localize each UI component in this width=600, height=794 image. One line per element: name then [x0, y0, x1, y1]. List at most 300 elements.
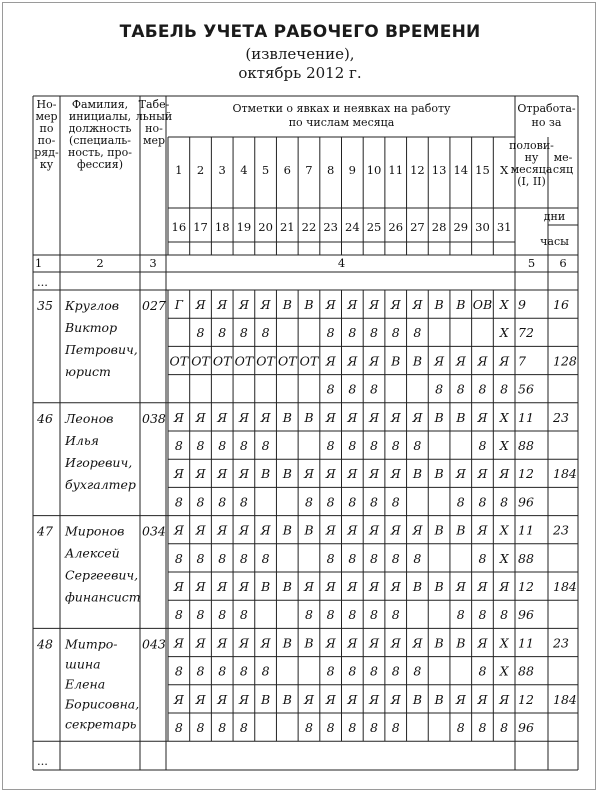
document-title: ТАБЕЛЬ УЧЕТА РАБОЧЕГО ВРЕМЕНИ: [119, 22, 481, 42]
attendance-mark: Я: [412, 635, 423, 651]
attendance-mark: Я: [455, 466, 466, 482]
employee-name-line: Виктор: [65, 320, 118, 335]
attendance-mark: Я: [347, 409, 358, 425]
attendance-mark: В: [434, 522, 444, 538]
attendance-mark: 8: [174, 607, 183, 623]
half-month-value: 7: [518, 353, 526, 369]
attendance-mark: Я: [238, 297, 249, 312]
attendance-mark: Я: [390, 466, 401, 482]
attendance-mark: Я: [325, 635, 336, 651]
attendance-mark: Я: [195, 297, 206, 312]
attendance-mark: Я: [325, 579, 336, 594]
header-month-label: сяц: [552, 163, 574, 176]
attendance-mark: В: [456, 522, 466, 538]
employee-number: 47: [37, 523, 53, 539]
attendance-mark: 8: [478, 607, 487, 623]
month-value: 23: [553, 522, 569, 538]
attendance-mark: 8: [218, 550, 227, 566]
header-number-label: по: [39, 122, 54, 135]
employee-name-line: Петрович,: [65, 342, 138, 357]
half-month-value: 96: [518, 720, 534, 735]
attendance-mark: Я: [390, 691, 401, 707]
attendance-mark: Х: [499, 635, 509, 651]
attendance-mark: Я: [347, 579, 358, 594]
header-half-month-label: месяца: [510, 163, 553, 176]
day-number: 1: [175, 163, 183, 177]
attendance-mark: Я: [238, 466, 249, 482]
half-month-value: 56: [518, 381, 534, 397]
attendance-mark: ОТ: [299, 353, 319, 369]
attendance-mark: 8: [413, 325, 422, 341]
day-number: 13: [431, 163, 447, 177]
attendance-mark: 8: [239, 438, 248, 453]
attendance-mark: 8: [391, 550, 400, 566]
attendance-mark: Я: [195, 691, 206, 707]
employee-name-line: шина: [65, 656, 101, 672]
attendance-mark: В: [261, 691, 271, 707]
document-period: октябрь 2012 г.: [238, 64, 362, 82]
attendance-mark: В: [434, 466, 444, 482]
day-number: 2: [196, 163, 205, 177]
attendance-mark: Х: [499, 325, 509, 341]
attendance-mark: В: [456, 635, 466, 651]
attendance-mark: Я: [499, 579, 510, 594]
attendance-mark: 8: [174, 663, 183, 679]
attendance-mark: 8: [348, 381, 357, 397]
attendance-mark: В: [412, 691, 422, 707]
half-month-value: 11: [518, 409, 534, 425]
attendance-mark: 8: [174, 494, 183, 510]
header-days-label: дни: [543, 210, 566, 223]
attendance-mark: 8: [370, 663, 379, 679]
attendance-mark: 8: [391, 494, 400, 510]
day-number: 15: [475, 163, 490, 177]
attendance-mark: ОВ: [472, 297, 493, 312]
attendance-mark: Я: [217, 297, 228, 312]
attendance-mark: Я: [217, 635, 228, 651]
attendance-mark: 8: [370, 325, 379, 341]
attendance-mark: 8: [326, 663, 335, 679]
attendance-mark: 8: [456, 720, 465, 735]
day-number: 23: [323, 220, 338, 234]
attendance-mark: В: [282, 409, 292, 425]
attendance-mark: 8: [500, 607, 509, 623]
attendance-mark: Я: [195, 466, 206, 482]
column-number: 5: [527, 256, 536, 270]
attendance-mark: 8: [218, 720, 227, 735]
header-worked-label: Отработа-: [517, 102, 576, 115]
attendance-mark: Я: [455, 353, 466, 369]
month-value: 23: [553, 409, 569, 425]
header-tab-label: льный: [135, 110, 173, 123]
half-month-value: 88: [518, 663, 534, 679]
attendance-mark: В: [282, 522, 292, 538]
attendance-mark: 8: [391, 720, 400, 735]
header-tab-label: но-: [145, 122, 163, 135]
attendance-mark: ОТ: [169, 353, 189, 369]
attendance-mark: Я: [217, 466, 228, 482]
day-number: 27: [410, 220, 425, 234]
attendance-mark: 8: [413, 550, 422, 566]
attendance-mark: Я: [173, 409, 184, 425]
attendance-mark: 8: [239, 325, 248, 341]
attendance-mark: 8: [348, 438, 357, 453]
attendance-mark: В: [434, 691, 444, 707]
attendance-mark: Я: [260, 409, 271, 425]
attendance-mark: Я: [238, 691, 249, 707]
employee-tab-number: 027: [142, 298, 166, 313]
attendance-mark: В: [304, 635, 314, 651]
half-month-value: 9: [518, 297, 526, 312]
attendance-mark: В: [304, 297, 314, 312]
attendance-mark: Я: [368, 635, 380, 651]
half-month-value: 88: [518, 550, 534, 566]
attendance-mark: 8: [326, 607, 335, 623]
attendance-mark: Я: [390, 522, 401, 538]
attendance-mark: Я: [499, 691, 510, 707]
attendance-mark: 8: [326, 494, 335, 510]
attendance-mark: Я: [325, 466, 336, 482]
header-half-month-label: (I, II): [517, 175, 546, 188]
column-number: 6: [559, 256, 567, 270]
attendance-mark: В: [304, 409, 314, 425]
attendance-mark: 8: [391, 438, 400, 453]
header-tab-label: Табе-: [138, 98, 170, 111]
attendance-mark: Я: [325, 297, 336, 312]
attendance-mark: 8: [218, 325, 227, 341]
attendance-mark: 8: [196, 550, 205, 566]
attendance-mark: 8: [435, 381, 444, 397]
employee-name-line: бухгалтер: [65, 476, 136, 492]
day-number: 29: [453, 220, 469, 234]
attendance-mark: В: [434, 579, 444, 594]
attendance-mark: 8: [370, 494, 379, 510]
half-month-value: 11: [518, 522, 534, 538]
day-number: 11: [388, 163, 404, 177]
half-month-value: 72: [518, 325, 534, 341]
employee-name-line: Игоревич,: [65, 454, 133, 470]
attendance-mark: Я: [347, 297, 358, 312]
attendance-mark: 8: [326, 550, 335, 566]
attendance-mark: 8: [196, 325, 205, 341]
attendance-mark: Я: [347, 635, 358, 651]
header-name-label: (специаль-: [69, 134, 131, 147]
attendance-mark: В: [412, 466, 422, 482]
attendance-mark: Я: [477, 409, 488, 425]
attendance-mark: Я: [368, 522, 380, 538]
attendance-mark: Я: [368, 297, 380, 312]
employee-name-line: Сергеевич,: [65, 567, 139, 583]
attendance-mark: 8: [196, 438, 205, 453]
attendance-mark: 8: [500, 381, 509, 397]
header-name-label: инициалы,: [68, 110, 132, 123]
header-half-month-label: ну: [524, 151, 539, 164]
attendance-mark: 8: [239, 550, 248, 566]
attendance-mark: 8: [478, 494, 487, 510]
day-number: 20: [258, 220, 273, 234]
attendance-mark: 8: [261, 663, 270, 679]
attendance-mark: 8: [478, 720, 487, 735]
day-number: 7: [305, 163, 313, 177]
attendance-mark: Я: [434, 353, 445, 369]
attendance-mark: Я: [390, 409, 401, 425]
half-month-value: 88: [518, 438, 534, 453]
attendance-mark: В: [434, 409, 444, 425]
employee-name-line: финансист: [65, 589, 141, 605]
attendance-mark: Я: [303, 466, 315, 482]
employee-name-line: Борисовна,: [65, 696, 140, 712]
attendance-mark: Я: [390, 579, 401, 594]
attendance-mark: 8: [456, 607, 465, 623]
attendance-mark: Х: [499, 297, 509, 312]
attendance-mark: Я: [477, 635, 488, 651]
header-number-label: Но-: [36, 98, 57, 111]
day-number: 17: [193, 220, 208, 234]
attendance-mark: Я: [173, 635, 184, 651]
attendance-mark: Я: [347, 466, 358, 482]
attendance-mark: Я: [173, 691, 184, 707]
attendance-mark: Я: [195, 579, 206, 594]
attendance-mark: 8: [239, 663, 248, 679]
employee-name-line: Митро-: [65, 636, 118, 652]
employee-name-line: Леонов: [65, 410, 114, 426]
attendance-mark: 8: [500, 720, 509, 735]
attendance-mark: Я: [195, 409, 206, 425]
attendance-mark: В: [434, 297, 444, 312]
half-month-value: 11: [518, 635, 534, 651]
month-value: 184: [553, 691, 577, 707]
header-month-label: ме-: [553, 151, 573, 164]
attendance-mark: 8: [478, 381, 487, 397]
attendance-mark: 8: [304, 494, 313, 510]
attendance-mark: Я: [260, 635, 271, 651]
column-number: 4: [337, 256, 346, 270]
attendance-mark: Я: [347, 522, 358, 538]
employee-name-line: секретарь: [65, 716, 137, 732]
attendance-mark: Я: [217, 522, 228, 538]
attendance-mark: 8: [196, 607, 205, 623]
attendance-mark: Я: [238, 409, 249, 425]
attendance-mark: 8: [348, 663, 357, 679]
header-tab-label: мер: [142, 134, 166, 147]
attendance-mark: Я: [368, 466, 380, 482]
attendance-mark: 8: [174, 438, 183, 453]
day-number: 9: [348, 163, 357, 177]
attendance-mark: Х: [499, 438, 509, 453]
attendance-mark: 8: [478, 550, 487, 566]
header-name-label: должность: [68, 122, 132, 135]
attendance-mark: 8: [261, 550, 270, 566]
attendance-mark: Я: [455, 579, 466, 594]
attendance-mark: Я: [303, 579, 315, 594]
day-number: 28: [431, 220, 447, 234]
ellipsis-row: ...: [37, 754, 48, 768]
employee-number: 46: [37, 410, 53, 426]
day-number: 31: [496, 220, 512, 234]
attendance-mark: В: [391, 353, 401, 369]
attendance-mark: ОТ: [191, 353, 210, 369]
attendance-mark: 8: [370, 607, 379, 623]
attendance-mark: 8: [196, 494, 205, 510]
day-number: 6: [283, 163, 291, 177]
attendance-mark: Я: [347, 353, 358, 369]
employee-tab-number: 043: [142, 636, 166, 652]
attendance-mark: 8: [348, 325, 357, 341]
attendance-mark: 8: [304, 720, 313, 735]
attendance-mark: В: [282, 579, 292, 594]
attendance-mark: 8: [326, 381, 335, 397]
attendance-mark: В: [434, 635, 444, 651]
attendance-mark: Я: [477, 353, 488, 369]
header-number-label: мер: [35, 110, 58, 123]
attendance-mark: ОТ: [234, 353, 254, 369]
column-number: 1: [34, 256, 43, 270]
employee-name-line: Миронов: [65, 523, 125, 539]
attendance-mark: В: [304, 522, 314, 538]
attendance-mark: 8: [261, 438, 270, 453]
day-number: 16: [171, 220, 187, 234]
attendance-mark: Г: [174, 297, 183, 312]
attendance-mark: Я: [325, 353, 336, 369]
header-marks-label: Отметки о явках и неявках на работу: [232, 102, 451, 115]
employee-number: 35: [37, 298, 53, 313]
attendance-mark: Я: [477, 466, 488, 482]
attendance-mark: 8: [218, 494, 227, 510]
attendance-mark: Х: [499, 550, 509, 566]
attendance-mark: Я: [325, 522, 336, 538]
half-month-value: 12: [518, 466, 534, 482]
employee-name-line: Алексей: [65, 545, 120, 561]
header-name-label: Фамилия,: [71, 98, 129, 111]
employee-tab-number: 038: [142, 410, 166, 426]
attendance-mark: 8: [370, 550, 379, 566]
half-month-value: 12: [518, 691, 534, 707]
day-number: 21: [279, 220, 295, 234]
column-number: 3: [149, 256, 157, 270]
employee-name-line: Елена: [65, 676, 106, 692]
attendance-mark: Я: [347, 691, 358, 707]
employee-name-line: юрист: [65, 364, 111, 379]
header-hours-label: часы: [540, 235, 569, 248]
attendance-mark: Я: [455, 691, 466, 707]
attendance-mark: 8: [478, 438, 487, 453]
attendance-mark: Я: [477, 579, 488, 594]
attendance-mark: Я: [217, 409, 228, 425]
attendance-mark: Я: [499, 353, 510, 369]
day-number: 12: [410, 163, 425, 177]
attendance-mark: 8: [348, 720, 357, 735]
month-value: 184: [553, 579, 577, 594]
header-number-label: ряд-: [34, 146, 59, 159]
attendance-mark: 8: [196, 720, 205, 735]
attendance-mark: Я: [195, 635, 206, 651]
attendance-mark: 8: [413, 438, 422, 453]
header-number-label: по-: [37, 134, 56, 147]
month-value: 184: [553, 466, 577, 482]
attendance-mark: В: [261, 579, 271, 594]
attendance-mark: Я: [238, 522, 249, 538]
month-value: 16: [553, 297, 569, 312]
attendance-mark: 8: [370, 720, 379, 735]
attendance-mark: Я: [325, 691, 336, 707]
employee-name-line: Круглов: [65, 298, 120, 313]
attendance-mark: 8: [304, 607, 313, 623]
attendance-mark: 8: [391, 663, 400, 679]
column-number: 2: [96, 256, 104, 270]
attendance-mark: В: [456, 409, 466, 425]
attendance-mark: 8: [218, 438, 227, 453]
day-number: 5: [261, 163, 270, 177]
day-number: X: [500, 163, 509, 177]
month-value: 128: [553, 353, 577, 369]
attendance-mark: Я: [412, 522, 423, 538]
day-number: 30: [475, 220, 490, 234]
attendance-mark: 8: [239, 494, 248, 510]
attendance-mark: В: [282, 635, 292, 651]
attendance-mark: Я: [195, 522, 206, 538]
half-month-value: 96: [518, 607, 534, 623]
attendance-mark: 8: [500, 494, 509, 510]
attendance-mark: ОТ: [256, 353, 275, 369]
attendance-mark: 8: [348, 550, 357, 566]
attendance-mark: Я: [477, 691, 488, 707]
attendance-mark: В: [282, 691, 292, 707]
attendance-mark: Я: [238, 635, 249, 651]
document-subtitle: (извлечение),: [245, 45, 355, 63]
attendance-mark: Я: [390, 635, 401, 651]
attendance-mark: Я: [368, 691, 380, 707]
header-name-label: фессия): [76, 158, 124, 171]
attendance-mark: 8: [326, 720, 335, 735]
attendance-mark: 8: [326, 325, 335, 341]
header-worked-label: но за: [531, 116, 562, 129]
attendance-mark: Х: [499, 522, 509, 538]
day-number: 22: [301, 220, 317, 234]
attendance-mark: Я: [173, 522, 184, 538]
attendance-mark: Я: [368, 353, 380, 369]
header-name-label: ность, про-: [68, 146, 132, 159]
attendance-mark: 8: [370, 438, 379, 453]
day-number: 19: [236, 220, 252, 234]
month-value: 23: [553, 635, 569, 651]
attendance-mark: Я: [217, 691, 228, 707]
attendance-mark: 8: [370, 381, 379, 397]
employee-name-line: Илья: [65, 432, 99, 448]
attendance-mark: Я: [325, 409, 336, 425]
attendance-mark: 8: [218, 663, 227, 679]
attendance-mark: Я: [217, 579, 228, 594]
day-number: 4: [240, 163, 248, 177]
day-number: 3: [218, 163, 226, 177]
attendance-mark: Я: [260, 297, 271, 312]
day-number: 25: [366, 220, 382, 234]
day-number: 10: [366, 163, 382, 177]
attendance-mark: ОТ: [277, 353, 297, 369]
attendance-mark: В: [282, 466, 292, 482]
day-number: 24: [345, 220, 360, 234]
attendance-mark: Я: [173, 579, 184, 594]
attendance-mark: 8: [239, 607, 248, 623]
attendance-mark: 8: [456, 381, 465, 397]
attendance-mark: ОТ: [212, 353, 232, 369]
attendance-mark: 8: [174, 720, 183, 735]
attendance-mark: Я: [260, 522, 271, 538]
day-number: 14: [453, 163, 469, 177]
attendance-mark: В: [261, 466, 271, 482]
attendance-mark: В: [412, 579, 422, 594]
attendance-mark: 8: [326, 438, 335, 453]
day-number: 8: [326, 163, 335, 177]
